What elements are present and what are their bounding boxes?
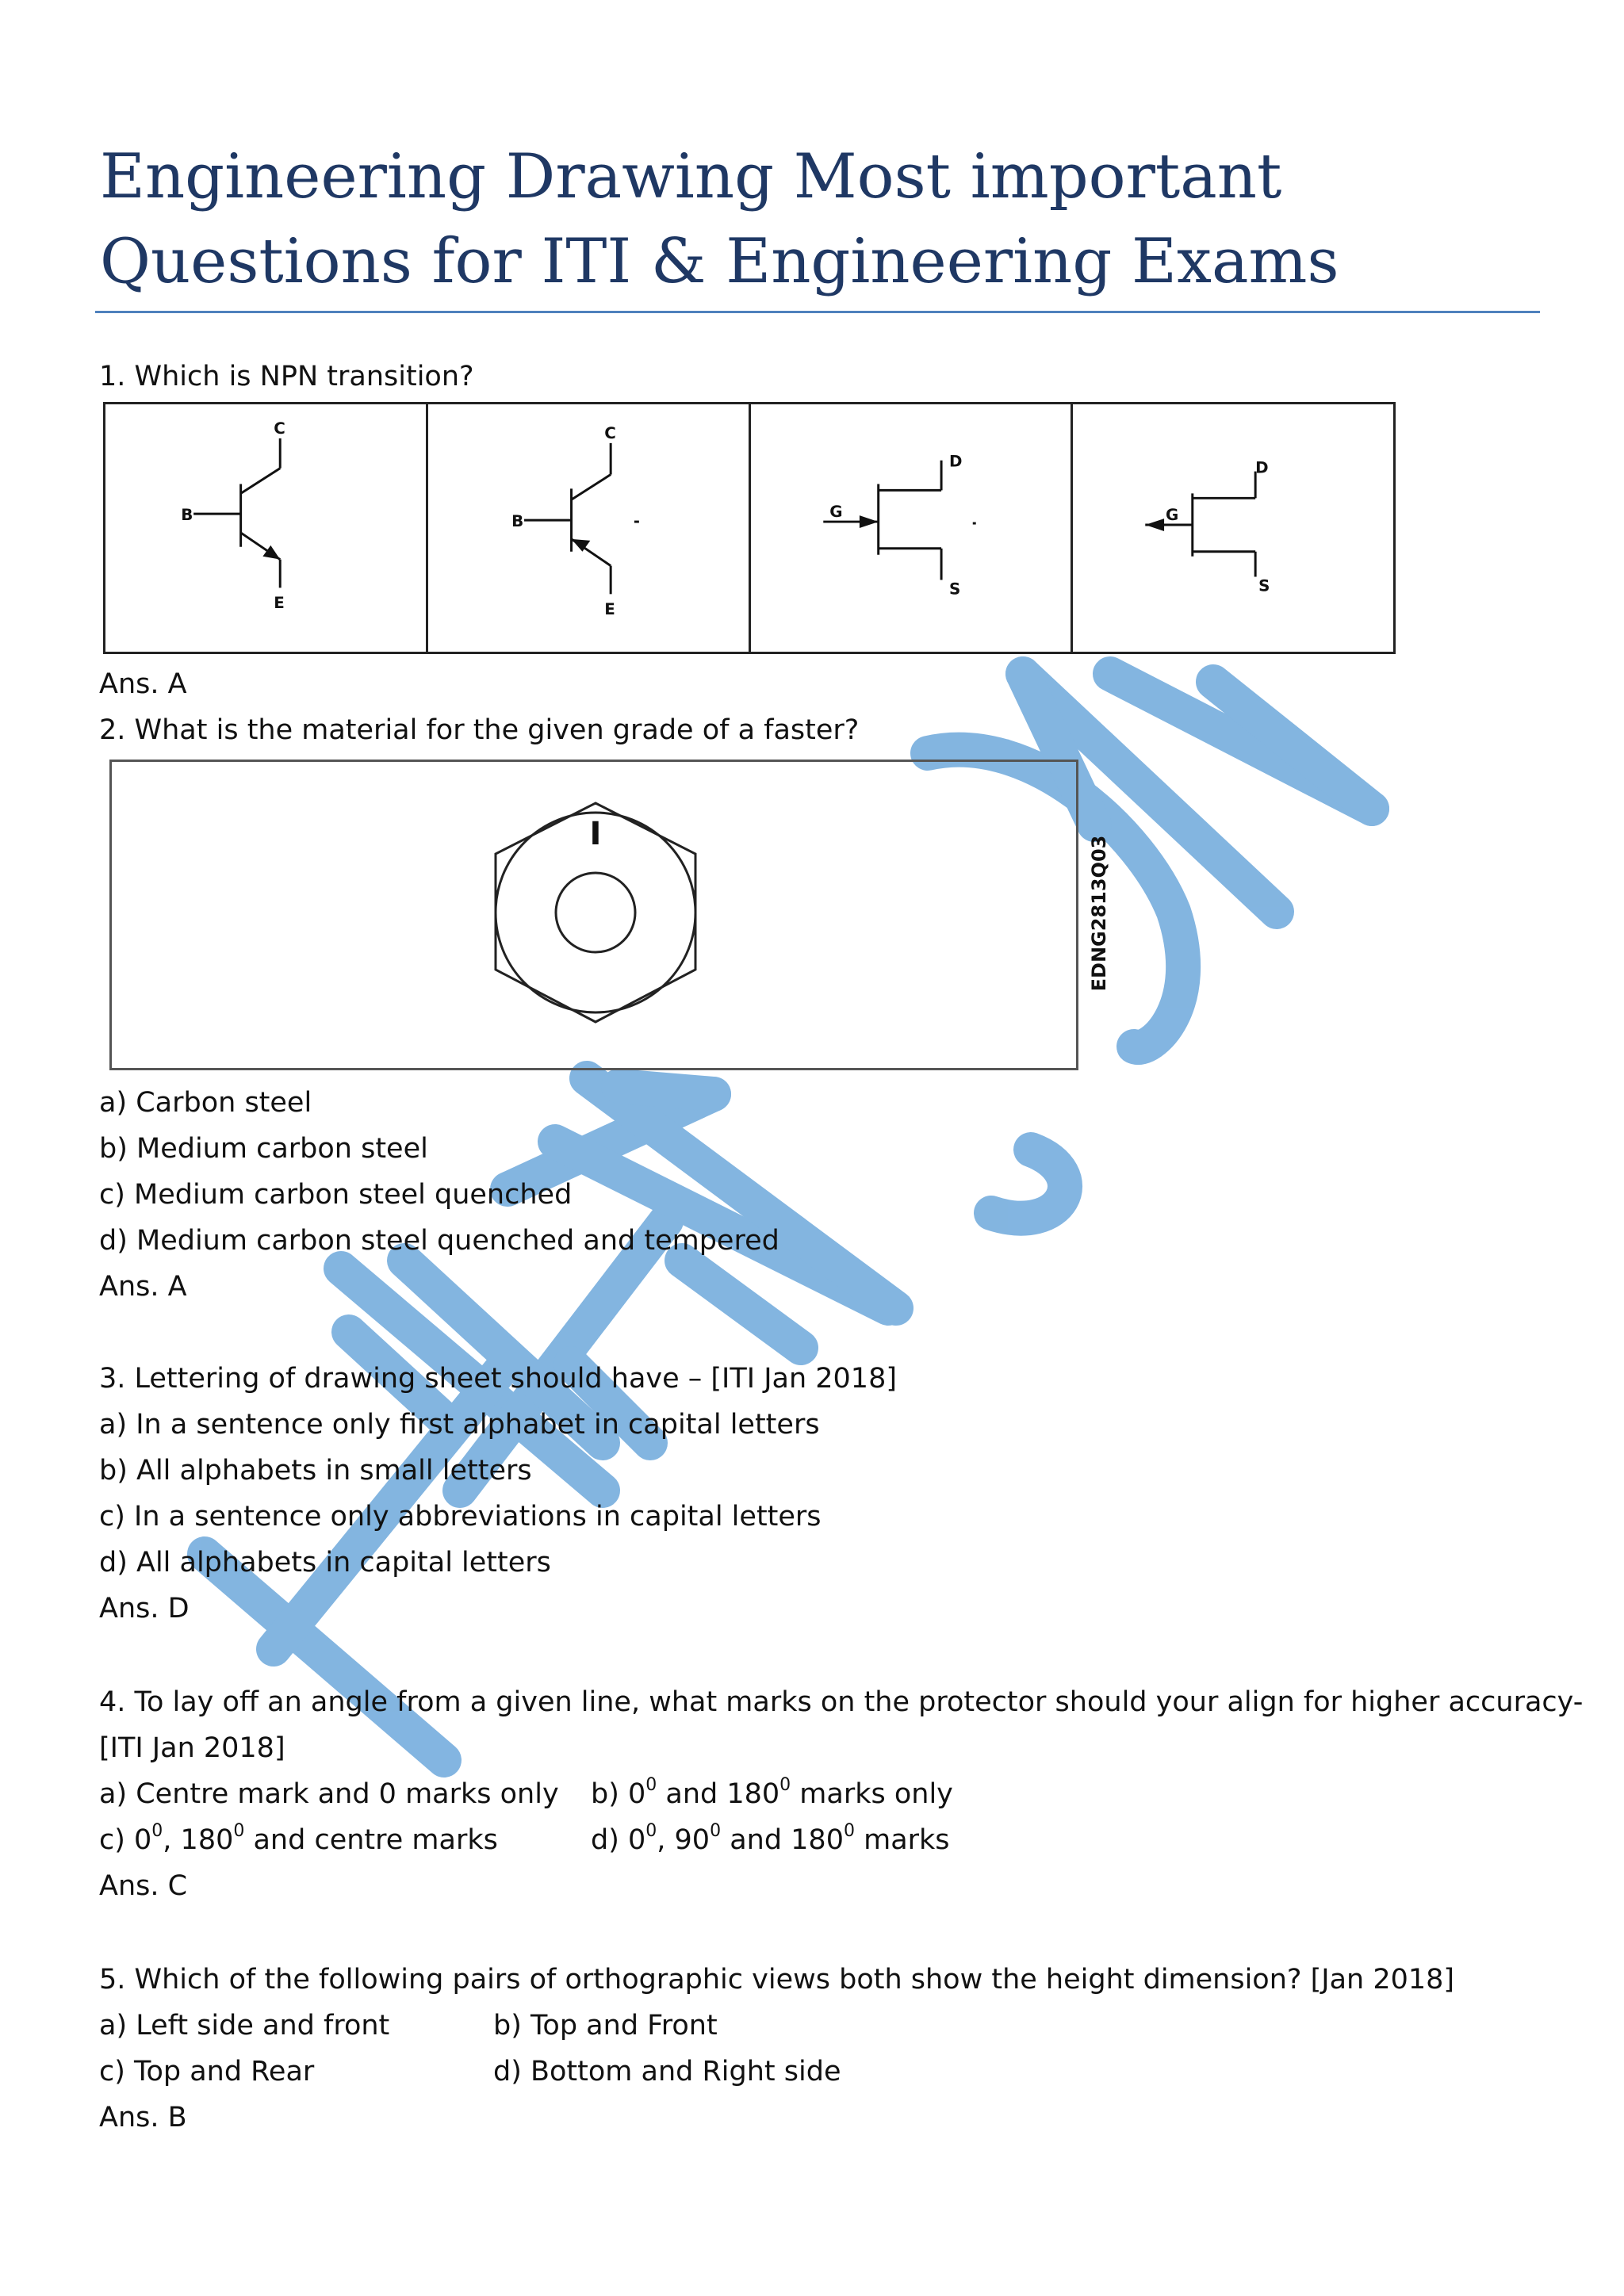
q4-question-line-1: 4. To lay off an angle from a given line, what marks on the protector should your align for higher accuracy- xyxy=(99,1686,1584,1718)
label-s: S xyxy=(948,580,960,599)
n-channel-jfet-symbol xyxy=(751,404,1071,652)
label-c: C xyxy=(603,423,616,442)
q3-option-a: a) In a sentence only first alphabet in capital letters xyxy=(99,1409,820,1441)
q3-question: 3. Lettering of drawing sheet should have – [ITI Jan 2018] xyxy=(99,1363,897,1395)
q4-option-d: d) $0^0$, $90^0$ and $180^0$ marks xyxy=(591,1821,950,1856)
label-g: G xyxy=(1166,506,1179,525)
q3-option-d: d) All alphabets in capital letters xyxy=(99,1547,551,1578)
pnp-transistor-symbol xyxy=(428,404,749,652)
label-b: B xyxy=(511,512,524,531)
grade-mark: I xyxy=(589,816,602,852)
npn-transistor-symbol xyxy=(105,404,426,652)
label-c: C xyxy=(274,419,285,438)
label-d: D xyxy=(948,452,962,471)
page-title xyxy=(100,135,1567,304)
hex-nut-drawing xyxy=(112,762,1076,1068)
q2-figure-box xyxy=(109,760,1078,1070)
q1-figure-b xyxy=(428,404,751,652)
label-g: G xyxy=(829,503,842,522)
q1-answer: Ans. A xyxy=(99,668,187,700)
title-line-2: Questions for ITI & Engineering Exams xyxy=(100,226,1339,297)
q4-answer: Ans. C xyxy=(99,1870,188,1902)
q3-option-c: c) In a sentence only abbreviations in capital letters xyxy=(99,1501,822,1533)
q2-option-a: a) Carbon steel xyxy=(99,1087,312,1119)
q4-option-a: a) Centre mark and 0 marks only xyxy=(99,1778,559,1810)
figure-code-label: EDNG2813Q03 xyxy=(1088,835,1110,992)
q1-figure-d xyxy=(1073,404,1393,652)
q1-question: 1. Which is NPN transition? xyxy=(99,361,474,392)
q1-figure-table xyxy=(103,402,1396,654)
q4-option-c: c) $0^0$, $180^0$ and centre marks xyxy=(99,1821,498,1856)
q5-option-d: d) Bottom and Right side xyxy=(493,2056,841,2087)
q1-figure-a xyxy=(105,404,428,652)
q2-option-b: b) Medium carbon steel xyxy=(99,1133,428,1165)
q2-answer: Ans. A xyxy=(99,1271,187,1303)
q2-question: 2. What is the material for the given grade of a faster? xyxy=(99,714,860,746)
p-channel-jfet-symbol xyxy=(1073,404,1393,652)
q5-option-c: c) Top and Rear xyxy=(99,2056,315,2087)
title-line-1: Engineering Drawing Most important xyxy=(100,141,1282,212)
q2-option-c: c) Medium carbon steel quenched xyxy=(99,1179,573,1211)
label-b: B xyxy=(181,506,193,525)
q3-answer: Ans. D xyxy=(99,1593,190,1624)
label-e: E xyxy=(603,600,615,619)
q3-option-b: b) All alphabets in small letters xyxy=(99,1455,532,1487)
q1-figure-c xyxy=(751,404,1074,652)
q2-option-d: d) Medium carbon steel quenched and tempered xyxy=(99,1225,779,1257)
title-divider xyxy=(95,311,1540,313)
q5-option-a: a) Left side and front xyxy=(99,2010,390,2042)
q4-option-b: b) $0^0$ and $180^0$ marks only xyxy=(591,1775,953,1810)
q4-question-line-2: [ITI Jan 2018] xyxy=(99,1732,285,1764)
label-s: S xyxy=(1258,576,1270,595)
q5-question: 5. Which of the following pairs of orthographic views both show the height dimension? [Jan 2018] xyxy=(99,1964,1455,1996)
label-d: D xyxy=(1255,458,1269,477)
label-e: E xyxy=(274,594,285,613)
q5-answer: Ans. B xyxy=(99,2102,187,2133)
q5-option-b: b) Top and Front xyxy=(493,2010,718,2042)
